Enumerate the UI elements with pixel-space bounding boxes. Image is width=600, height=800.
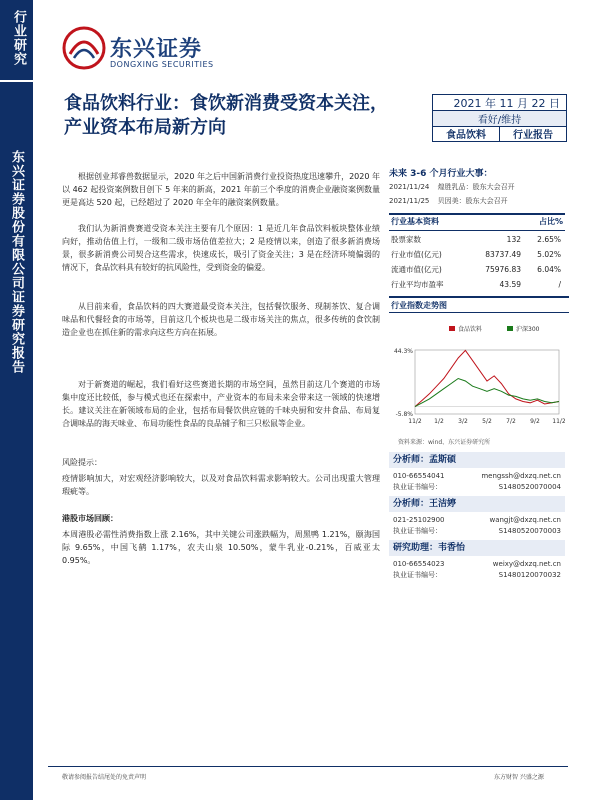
table-header (389, 213, 565, 231)
analyst-name: 分析师：孟斯硕 (389, 452, 565, 468)
x-tick-label: 5/2 (482, 418, 492, 425)
row-value: 43.59 (499, 279, 521, 289)
cert-label: 执业证书编号： (393, 483, 442, 491)
logo-name-en: DONGXING SECURITIES (110, 60, 214, 69)
logo-mark-icon (60, 24, 108, 72)
event-text: 煌胜乳品：股东大会召开 (437, 183, 515, 191)
sidebar-top (0, 0, 33, 82)
outlook-heading: 未来 3-6 个月行业大事： (389, 169, 493, 179)
table-header-right: 占比% (538, 217, 563, 226)
paragraph-4: 对于新赛道的崛起，我们看好这些赛道长期的市场空间，虽然目前这几个赛道的市场集中度还比较低，参与模式也还在探索中，产业资本的布局未来会带来这一领域的快速增长。建议关注在新领域布局的企业，包括布局餐饮供应链的千味央厨和安井食品、布局复合调味品的海天味业、布局功能性食品的良品铺子和三只松鼠等企业。 (62, 380, 380, 428)
chart-frame (415, 350, 559, 414)
row-pct: 6.04% (537, 264, 561, 274)
footer-slogan: 东方财智 兴盛之源 (494, 774, 544, 781)
analyst-name: 研究助理：韦香怡 (389, 540, 565, 556)
chart-source: 资料来源：wind、东兴证券研究所 (398, 439, 491, 446)
index-chart (389, 322, 565, 434)
event-date: 2021/11/24 (389, 183, 430, 191)
row-label: 流通市值(亿元) (391, 264, 442, 274)
cert-number: S1480520070004 (498, 483, 561, 491)
table-row (389, 231, 565, 246)
legend-label: 食品饮料 (458, 326, 483, 333)
paragraph-3: 从目前来看，食品饮料的四大赛道最受资本关注，包括餐饮服务、现制茶饮、复合调味品和代餐轻食的市场等，目前这几个板块也是二级市场关注的焦点，很多传统的食饮制造企业也在抓住新的需求向这些方向在拓展。 (62, 302, 380, 337)
analyst-email[interactable]: weixy@dxzq.net.cn (492, 560, 561, 568)
table-row (389, 276, 565, 291)
analyst-email[interactable]: wangjt@dxzq.net.cn (489, 516, 561, 524)
report-date: 2021 年 11 月 22 日 (433, 95, 566, 111)
x-tick-label: 7/2 (506, 418, 516, 425)
index-chart-svg (389, 322, 565, 434)
paragraph-2: 我们认为新消费赛道受资本关注主要有几个原因：1 是近几年食品饮料板块整体业绩向好，推动估值上行，一级和二级市场估值差拉大；2 是疫情以来，创造了很多新消费场景，很多新消费公司契合这些需求，快速成长，吸引了资金关注；3 是在经济环境偏弱的情况下，食品饮料具有较好的抗风险性，受到资金的偏爱。 (62, 224, 380, 272)
series-line-1 (415, 379, 559, 407)
category-label: 行业研究 (11, 10, 26, 66)
row-pct: 5.02% (537, 249, 561, 259)
row-label: 行业平均市盈率 (391, 279, 444, 289)
analyst-card (389, 452, 565, 493)
event-text: 贝因美：股东大会召开 (437, 197, 508, 205)
y-tick-label: 44.3% (393, 348, 413, 355)
event-date: 2021/11/25 (389, 197, 430, 205)
risk-text: 疫情影响加大，对宏观经济影响较大，以及对食品饮料需求影响较大。公司出现重大管理瑕疵等。 (62, 474, 380, 496)
cert-number: S1480120070032 (498, 571, 561, 579)
row-pct: / (558, 279, 561, 289)
legend-swatch (507, 326, 513, 331)
analyst-contact (389, 515, 565, 526)
analyst-email[interactable]: mengssh@dxzq.net.cn (481, 472, 561, 480)
row-pct: 2.65% (537, 234, 561, 244)
row-value: 132 (506, 234, 521, 244)
analyst-contact (389, 559, 565, 570)
table-row (389, 261, 565, 276)
paragraph-1: 根据创业邦睿兽数据显示，2020 年之后中国新消费行业投资热度迅速攀升，2020 年以 462 起投资案例数目创下 5 年来的新高，2021 年前三个季度的消费企业融资案例数量更是高达 520 起，已经超过了 2020 年全年的融资案例数量。 (62, 172, 380, 207)
report-type-tag: 行业报告 (513, 130, 553, 141)
row-value: 75976.83 (485, 264, 521, 274)
analyst-contact (389, 471, 565, 482)
report-title: 食品饮料行业：食饮新消费受资本关注，产业资本布局新方向 (64, 93, 388, 138)
legend-label: 沪深300 (516, 326, 540, 333)
company-report-label: 东兴证券股份有限公司证券研究报告 (9, 150, 24, 374)
analyst-cert (389, 482, 565, 493)
analyst-card (389, 496, 565, 537)
x-tick-label: 11/2 (552, 418, 565, 425)
analyst-phone: 021-25102900 (393, 516, 445, 524)
sidebar (0, 0, 33, 800)
risk-title: 风险提示： (62, 458, 102, 467)
report-info-box (432, 94, 567, 142)
cert-label: 执业证书编号： (393, 527, 442, 535)
analyst-card (389, 540, 565, 581)
x-tick-label: 3/2 (458, 418, 468, 425)
chart-title: 行业指数走势图 (389, 296, 569, 313)
table-header-left: 行业基本资料 (391, 217, 439, 226)
x-tick-label: 11/2 (408, 418, 422, 425)
row-value: 83737.49 (485, 249, 521, 259)
logo-name-cn: 东兴证券 (110, 37, 203, 62)
hk-review-title: 港股市场回顾： (62, 514, 118, 523)
legend-swatch (449, 326, 455, 331)
table-row (389, 246, 565, 261)
industry-tag: 食品饮料 (433, 126, 500, 141)
x-tick-label: 1/2 (434, 418, 444, 425)
y-tick-label: -5.8% (395, 411, 413, 418)
row-label: 行业市值(亿元) (391, 249, 442, 259)
hk-review-text: 本周港股必需性消费指数上涨 2.16%，其中关键公司涨跌幅为，周黑鸭 1.21%，颐海国际 9.65%，中国飞鹤 1.17%，农夫山泉 10.50%，蒙牛乳业-0.21%，百威亚太 0.95%。 (62, 530, 380, 565)
analyst-name: 分析师：王洁婷 (389, 496, 565, 512)
row-label: 股票家数 (391, 234, 421, 244)
x-tick-label: 9/2 (530, 418, 540, 425)
analyst-cert (389, 526, 565, 537)
analyst-phone: 010-66554041 (393, 472, 445, 480)
analyst-phone: 010-66554023 (393, 560, 445, 568)
analyst-cert (389, 570, 565, 581)
outlook-event (389, 196, 508, 206)
series-line-0 (415, 350, 559, 406)
cert-number: S1480520070003 (498, 527, 561, 535)
footer-disclaimer: 敬请参阅报告结尾处的免责声明 (62, 774, 147, 781)
footer-divider (48, 766, 568, 767)
industry-table (389, 213, 565, 291)
cert-label: 执业证书编号： (393, 571, 442, 579)
rating-badge: 看好/维持 (433, 111, 566, 127)
outlook-event (389, 182, 515, 192)
